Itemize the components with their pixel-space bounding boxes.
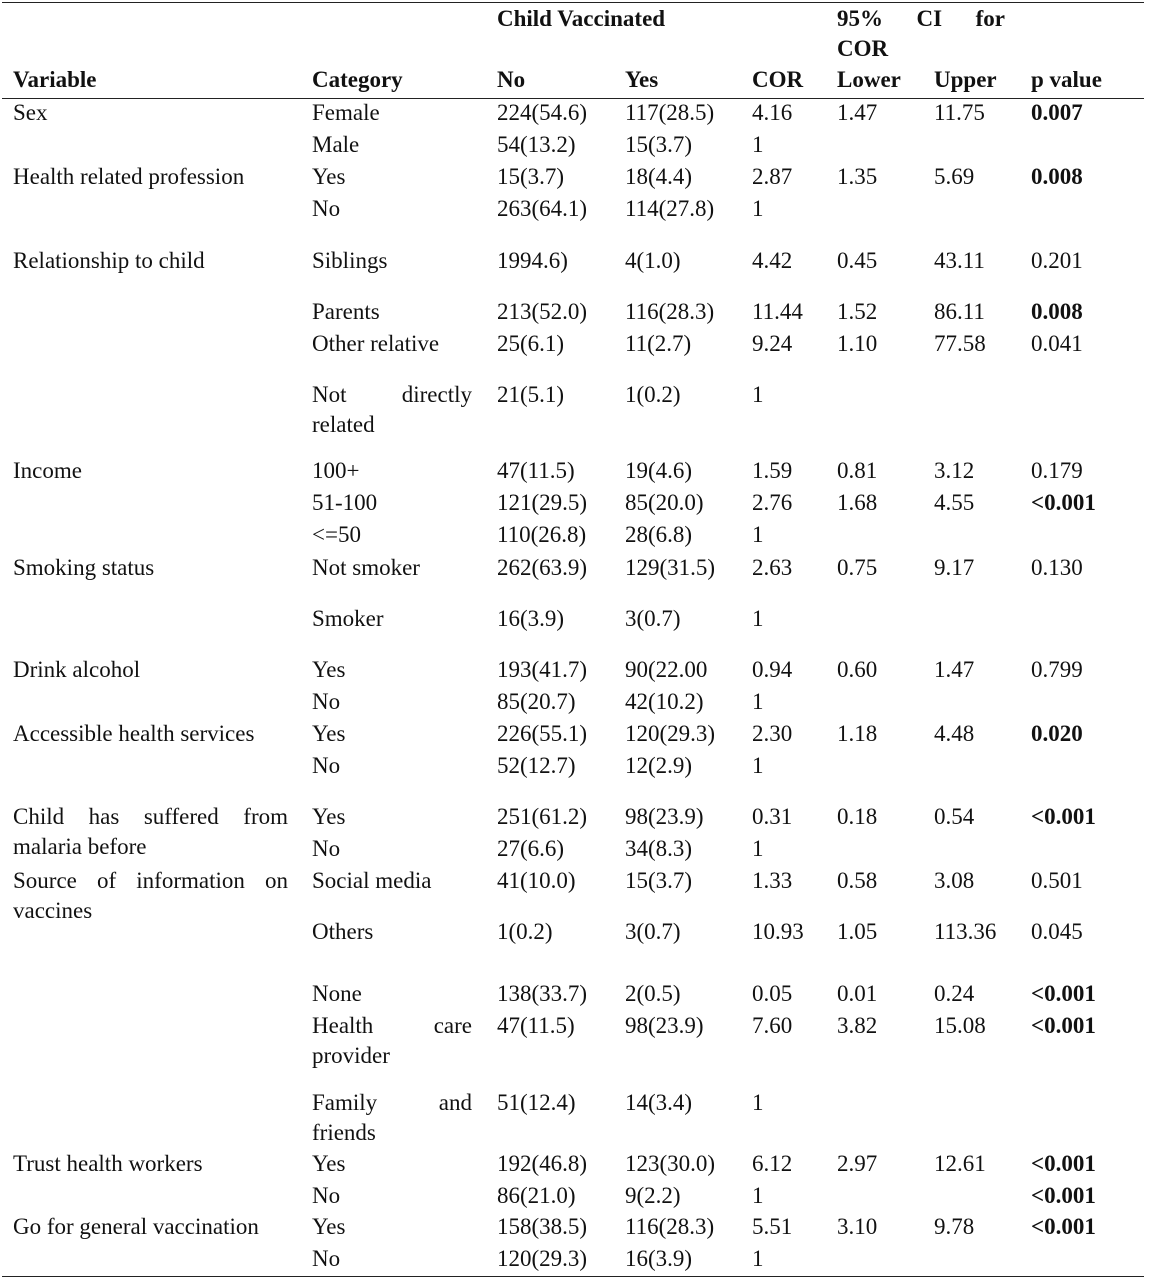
cell-lower: 2.97 [837, 1151, 878, 1176]
cell-yes: 98(23.9) [625, 1013, 704, 1038]
cell-lower: 0.18 [837, 804, 878, 829]
cell-no: 193(41.7) [497, 657, 588, 682]
cell-variable: Sex [13, 100, 48, 125]
cell-category: Female [312, 100, 380, 125]
cell-upper: 9.78 [934, 1214, 975, 1239]
header-lower: Lower [837, 67, 901, 92]
cell-category: Yes [312, 1214, 346, 1239]
cell-upper: 1.47 [934, 657, 975, 682]
cell-cor: 1.59 [752, 458, 793, 483]
cell-variable: Trust health workers [13, 1151, 203, 1176]
cell-category: Yes [312, 804, 346, 829]
cell-no: 41(10.0) [497, 868, 576, 893]
header-yes: Yes [625, 67, 659, 92]
cell-upper: 77.58 [934, 331, 986, 356]
header-ci-a: 95% [837, 6, 883, 31]
cell-yes: 1(0.2) [625, 382, 681, 407]
cell-cor: 9.24 [752, 331, 793, 356]
cell-no: 251(61.2) [497, 804, 588, 829]
cell-no: 224(54.6) [497, 100, 588, 125]
cell-p: <0.001 [1031, 1151, 1096, 1176]
cell-no: 138(33.7) [497, 981, 588, 1006]
cell-category: Yes [312, 164, 346, 189]
cell-yes: 114(27.8) [625, 196, 715, 221]
cell-cor: 1 [752, 836, 764, 861]
header-ci-b: CI [916, 6, 943, 31]
cell-no: 52(12.7) [497, 753, 576, 778]
cell-upper: 86.11 [934, 299, 985, 324]
cell-lower: 1.18 [837, 721, 878, 746]
cell-no: 262(63.9) [497, 555, 588, 580]
cell-yes: 28(6.8) [625, 522, 693, 547]
cell-category: No [312, 689, 341, 714]
cell-p: 0.007 [1031, 100, 1083, 125]
cell-category: Not smoker [312, 555, 420, 580]
cell-category: 100+ [312, 458, 360, 483]
cell-upper: 43.11 [934, 248, 985, 273]
header-ci-c: for [975, 6, 1005, 31]
cell-yes: 3(0.7) [625, 606, 681, 631]
cell-yes: 116(28.3) [625, 299, 715, 324]
cell-cor: 1 [752, 1246, 764, 1271]
cell-cor: 2.63 [752, 555, 793, 580]
cell-cor: 0.31 [752, 804, 793, 829]
cell-p: 0.045 [1031, 919, 1083, 944]
cell-upper: 4.48 [934, 721, 975, 746]
cell-cor: 1 [752, 382, 764, 407]
cell-yes: 34(8.3) [625, 836, 693, 861]
cell-lower: 0.01 [837, 981, 878, 1006]
cell-category: No [312, 1183, 341, 1208]
header-ci [837, 4, 1005, 34]
cell-cor: 4.16 [752, 100, 793, 125]
cell-no: 54(13.2) [497, 132, 576, 157]
cell-no: 51(12.4) [497, 1090, 576, 1115]
cell-yes: 120(29.3) [625, 721, 716, 746]
cell-yes: 129(31.5) [625, 555, 716, 580]
cell-yes: 90(22.00 [625, 657, 708, 682]
cell-category: No [312, 836, 341, 861]
header-upper: Upper [934, 67, 997, 92]
cell-yes: 42(10.2) [625, 689, 704, 714]
cell-cor: 7.60 [752, 1013, 793, 1038]
cell-upper: 15.08 [934, 1013, 986, 1038]
cell-p: 0.201 [1031, 248, 1083, 273]
header-child-vaccinated: Child Vaccinated [497, 6, 666, 31]
cell-no: 21(5.1) [497, 382, 565, 407]
cell-yes: 19(4.6) [625, 458, 693, 483]
cell-variable: Source of information on vaccines [13, 868, 288, 923]
cell-cor: 0.94 [752, 657, 793, 682]
cell-lower: 0.75 [837, 555, 878, 580]
cell-upper: 5.69 [934, 164, 975, 189]
cell-upper: 4.55 [934, 490, 975, 515]
cell-no: 121(29.5) [497, 490, 588, 515]
cell-upper: 0.54 [934, 804, 975, 829]
cell-cor: 1 [752, 1183, 764, 1208]
cell-p: 0.020 [1031, 721, 1083, 746]
cell-cor: 1 [752, 689, 764, 714]
cell-p: <0.001 [1031, 981, 1096, 1006]
cell-no: 226(55.1) [497, 721, 588, 746]
cell-category: Others [312, 919, 374, 944]
header-p-value: p value [1031, 67, 1102, 92]
cell-lower: 3.82 [837, 1013, 878, 1038]
cell-cor: 2.30 [752, 721, 793, 746]
cell-cor: 1 [752, 753, 764, 778]
cell-no: 213(52.0) [497, 299, 588, 324]
cell-variable: Smoking status [13, 555, 155, 580]
cell-cor: 10.93 [752, 919, 804, 944]
cell-category: No [312, 753, 341, 778]
cell-upper: 113.36 [934, 919, 997, 944]
cell-category: 51-100 [312, 490, 378, 515]
cell-category: Family and friends [312, 1090, 472, 1145]
cell-category: Male [312, 132, 360, 157]
cell-cor: 1 [752, 196, 764, 221]
cell-upper: 0.24 [934, 981, 975, 1006]
header-no: No [497, 67, 526, 92]
cell-p: 0.501 [1031, 868, 1083, 893]
cell-cor: 1 [752, 132, 764, 157]
cell-lower: 3.10 [837, 1214, 878, 1239]
cell-p: 0.008 [1031, 299, 1083, 324]
cell-yes: 11(2.7) [625, 331, 692, 356]
cell-no: 16(3.9) [497, 606, 565, 631]
header-category: Category [312, 67, 403, 92]
cell-p: <0.001 [1031, 490, 1096, 515]
cell-category: Health care provider [312, 1013, 472, 1068]
cell-category: Yes [312, 657, 346, 682]
cell-no: 1994.6) [497, 248, 568, 273]
cell-no: 47(11.5) [497, 1013, 575, 1038]
cell-no: 263(64.1) [497, 196, 588, 221]
cell-variable: Drink alcohol [13, 657, 141, 682]
cell-yes: 9(2.2) [625, 1183, 681, 1208]
cell-no: 47(11.5) [497, 458, 575, 483]
cell-category: Other relative [312, 331, 440, 356]
cell-lower: 0.45 [837, 248, 878, 273]
cell-p: 0.008 [1031, 164, 1083, 189]
cell-upper: 3.12 [934, 458, 975, 483]
cell-category: Yes [312, 1151, 346, 1176]
cell-category: Not directly related [312, 382, 472, 437]
cell-no: 110(26.8) [497, 522, 587, 547]
cell-category: Yes [312, 721, 346, 746]
header-cor: COR [752, 67, 804, 92]
cell-p: 0.799 [1031, 657, 1083, 682]
cell-cor: 4.42 [752, 248, 793, 273]
cell-yes: 98(23.9) [625, 804, 704, 829]
cell-cor: 1 [752, 522, 764, 547]
cell-no: 86(21.0) [497, 1183, 576, 1208]
cell-lower: 0.58 [837, 868, 878, 893]
cell-p: <0.001 [1031, 804, 1096, 829]
cell-category: Social media [312, 868, 432, 893]
cell-cor: 6.12 [752, 1151, 793, 1176]
cell-yes: 12(2.9) [625, 753, 693, 778]
cell-variable: Accessible health services [13, 721, 255, 746]
cell-no: 120(29.3) [497, 1246, 588, 1271]
cell-cor: 1 [752, 606, 764, 631]
cell-p: 0.130 [1031, 555, 1083, 580]
cell-variable: Health related profession [13, 164, 245, 189]
header-ci-cor: COR [837, 36, 889, 61]
cell-p: 0.179 [1031, 458, 1083, 483]
cell-yes: 4(1.0) [625, 248, 681, 273]
cell-category: <=50 [312, 522, 361, 547]
cell-no: 15(3.7) [497, 164, 565, 189]
cell-cor: 1.33 [752, 868, 793, 893]
cell-yes: 18(4.4) [625, 164, 693, 189]
table-bottom-rule [2, 1276, 1144, 1277]
table-top-rule [2, 2, 1144, 3]
cell-category: Siblings [312, 248, 388, 273]
cell-category: Parents [312, 299, 380, 324]
cell-no: 25(6.1) [497, 331, 565, 356]
cell-category: No [312, 1246, 341, 1271]
cell-no: 192(46.8) [497, 1151, 588, 1176]
cell-cor: 0.05 [752, 981, 793, 1006]
cell-p: <0.001 [1031, 1013, 1096, 1038]
cell-lower: 1.05 [837, 919, 878, 944]
cell-yes: 2(0.5) [625, 981, 681, 1006]
cell-lower: 0.81 [837, 458, 878, 483]
cell-upper: 12.61 [934, 1151, 986, 1176]
cell-no: 1(0.2) [497, 919, 553, 944]
cell-lower: 1.47 [837, 100, 878, 125]
cell-upper: 9.17 [934, 555, 975, 580]
cell-no: 158(38.5) [497, 1214, 588, 1239]
cell-upper: 3.08 [934, 868, 975, 893]
cell-upper: 11.75 [934, 100, 985, 125]
cell-yes: 16(3.9) [625, 1246, 693, 1271]
cell-variable: Child has suffered from malaria before [13, 804, 288, 859]
cell-variable: Relationship to child [13, 248, 205, 273]
cell-p: 0.041 [1031, 331, 1083, 356]
cell-cor: 2.87 [752, 164, 793, 189]
cell-lower: 0.60 [837, 657, 878, 682]
cell-yes: 3(0.7) [625, 919, 681, 944]
cell-no: 27(6.6) [497, 836, 565, 861]
cell-category: None [312, 981, 362, 1006]
cell-lower: 1.10 [837, 331, 878, 356]
cell-p: <0.001 [1031, 1183, 1096, 1208]
cell-yes: 117(28.5) [625, 100, 715, 125]
cell-cor: 11.44 [752, 299, 803, 324]
cell-no: 85(20.7) [497, 689, 576, 714]
cell-yes: 14(3.4) [625, 1090, 693, 1115]
cell-p: <0.001 [1031, 1214, 1096, 1239]
cell-variable: Income [13, 458, 82, 483]
cell-yes: 15(3.7) [625, 132, 693, 157]
cell-category: No [312, 196, 341, 221]
cell-lower: 1.68 [837, 490, 878, 515]
cell-yes: 85(20.0) [625, 490, 704, 515]
header-variable: Variable [13, 67, 97, 92]
cell-cor: 5.51 [752, 1214, 793, 1239]
cell-cor: 1 [752, 1090, 764, 1115]
cell-variable: Go for general vaccination [13, 1214, 259, 1239]
cell-lower: 1.35 [837, 164, 878, 189]
cell-lower: 1.52 [837, 299, 878, 324]
cell-cor: 2.76 [752, 490, 793, 515]
cell-yes: 123(30.0) [625, 1151, 716, 1176]
cell-yes: 116(28.3) [625, 1214, 715, 1239]
cell-yes: 15(3.7) [625, 868, 693, 893]
cell-category: Smoker [312, 606, 384, 631]
